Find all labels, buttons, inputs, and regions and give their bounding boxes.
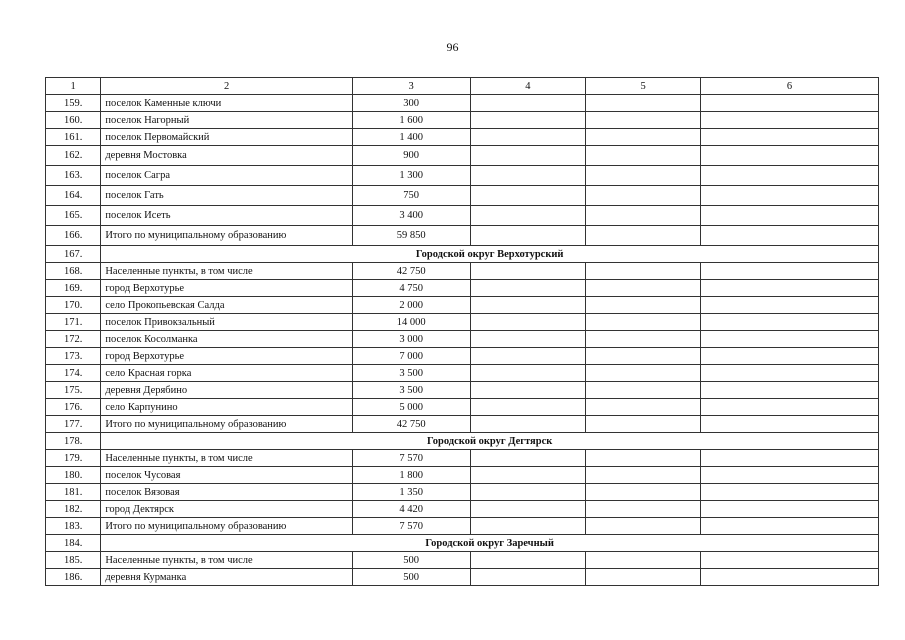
row-number: 175.: [46, 382, 101, 399]
empty-cell: [700, 297, 878, 314]
empty-cell: [586, 95, 701, 112]
empty-cell: [470, 263, 586, 280]
table-row: [46, 331, 879, 348]
empty-cell: [700, 280, 878, 297]
empty-cell: [470, 416, 586, 433]
settlement-name: город Дектярск: [101, 501, 353, 518]
empty-cell: [586, 129, 701, 146]
empty-cell: [700, 399, 878, 416]
empty-cell: [586, 450, 701, 467]
empty-cell: [586, 314, 701, 331]
empty-cell: [470, 280, 586, 297]
table-row: [46, 112, 879, 129]
settlement-value: 2 000: [352, 297, 470, 314]
empty-cell: [700, 146, 878, 166]
table-row: [46, 297, 879, 314]
settlement-name: поселок Нагорный: [101, 112, 353, 129]
row-number: 169.: [46, 280, 101, 297]
empty-cell: [586, 365, 701, 382]
settlement-name: поселок Сагра: [101, 166, 353, 186]
settlement-value: 3 500: [352, 382, 470, 399]
empty-cell: [470, 467, 586, 484]
empty-cell: [700, 552, 878, 569]
settlement-value: 4 750: [352, 280, 470, 297]
row-number: 181.: [46, 484, 101, 501]
settlement-name: поселок Каменные ключи: [101, 95, 353, 112]
settlement-value: 4 420: [352, 501, 470, 518]
settlement-name: деревня Мостовка: [101, 146, 353, 166]
empty-cell: [586, 206, 701, 226]
empty-cell: [700, 518, 878, 535]
settlement-value: 1 300: [352, 166, 470, 186]
settlement-value: 3 000: [352, 331, 470, 348]
settlement-name: село Прокопьевская Салда: [101, 297, 353, 314]
section-title: Городской округ Заречный: [101, 535, 879, 552]
settlement-value: 1 600: [352, 112, 470, 129]
table-row: [46, 365, 879, 382]
empty-cell: [470, 314, 586, 331]
empty-cell: [586, 166, 701, 186]
table-row: [46, 129, 879, 146]
settlement-name: поселок Вязовая: [101, 484, 353, 501]
section-row: [46, 535, 879, 552]
table-row: [46, 382, 879, 399]
settlement-value: 750: [352, 186, 470, 206]
empty-cell: [700, 129, 878, 146]
row-number: 170.: [46, 297, 101, 314]
row-number: 182.: [46, 501, 101, 518]
row-number: 160.: [46, 112, 101, 129]
table-row: [46, 146, 879, 166]
row-number: 174.: [46, 365, 101, 382]
empty-cell: [586, 569, 701, 586]
empty-cell: [700, 263, 878, 280]
table-row: [46, 206, 879, 226]
empty-cell: [470, 348, 586, 365]
empty-cell: [700, 226, 878, 246]
settlement-value: 59 850: [352, 226, 470, 246]
row-number: 171.: [46, 314, 101, 331]
row-number: 163.: [46, 166, 101, 186]
settlement-value: 1 350: [352, 484, 470, 501]
empty-cell: [586, 263, 701, 280]
table-row: [46, 95, 879, 112]
empty-cell: [470, 206, 586, 226]
empty-cell: [700, 314, 878, 331]
table-row: [46, 166, 879, 186]
header-row: [46, 78, 879, 95]
empty-cell: [586, 552, 701, 569]
empty-cell: [700, 365, 878, 382]
settlement-name: поселок Первомайский: [101, 129, 353, 146]
empty-cell: [470, 450, 586, 467]
table-row: [46, 348, 879, 365]
empty-cell: [470, 297, 586, 314]
empty-cell: [700, 348, 878, 365]
settlement-name: город Верхотурье: [101, 280, 353, 297]
settlement-value: 7 000: [352, 348, 470, 365]
table-row: [46, 518, 879, 535]
settlement-value: 3 400: [352, 206, 470, 226]
settlement-value: 500: [352, 569, 470, 586]
empty-cell: [470, 518, 586, 535]
row-number: 173.: [46, 348, 101, 365]
empty-cell: [586, 467, 701, 484]
empty-cell: [586, 382, 701, 399]
settlement-name: Населенные пункты, в том числе: [101, 552, 353, 569]
empty-cell: [470, 331, 586, 348]
settlement-value: 5 000: [352, 399, 470, 416]
empty-cell: [586, 146, 701, 166]
table-row: [46, 450, 879, 467]
section-title: Городской округ Дегтярск: [101, 433, 879, 450]
row-number: 164.: [46, 186, 101, 206]
table-row: [46, 552, 879, 569]
empty-cell: [700, 186, 878, 206]
settlement-value: 300: [352, 95, 470, 112]
empty-cell: [700, 331, 878, 348]
empty-cell: [700, 450, 878, 467]
section-row: [46, 246, 879, 263]
empty-cell: [700, 382, 878, 399]
settlement-value: 42 750: [352, 416, 470, 433]
settlement-name: поселок Гать: [101, 186, 353, 206]
table-row: [46, 501, 879, 518]
settlement-value: 1 800: [352, 467, 470, 484]
table-row: [46, 280, 879, 297]
row-number: 165.: [46, 206, 101, 226]
empty-cell: [470, 146, 586, 166]
empty-cell: [700, 501, 878, 518]
empty-cell: [586, 297, 701, 314]
empty-cell: [586, 484, 701, 501]
row-number: 185.: [46, 552, 101, 569]
empty-cell: [586, 518, 701, 535]
header-cell: 3: [352, 78, 470, 95]
empty-cell: [470, 166, 586, 186]
row-number: 184.: [46, 535, 101, 552]
empty-cell: [700, 569, 878, 586]
settlement-value: 14 000: [352, 314, 470, 331]
settlement-name: Населенные пункты, в том числе: [101, 263, 353, 280]
table-row: [46, 416, 879, 433]
settlements-table: [45, 77, 879, 586]
settlement-name: поселок Исеть: [101, 206, 353, 226]
empty-cell: [700, 95, 878, 112]
empty-cell: [586, 280, 701, 297]
settlement-name: село Карпунино: [101, 399, 353, 416]
empty-cell: [700, 112, 878, 129]
row-number: 161.: [46, 129, 101, 146]
table-row: [46, 399, 879, 416]
settlement-name: деревня Дерябино: [101, 382, 353, 399]
empty-cell: [470, 501, 586, 518]
row-number: 166.: [46, 226, 101, 246]
empty-cell: [470, 484, 586, 501]
empty-cell: [586, 331, 701, 348]
row-number: 159.: [46, 95, 101, 112]
empty-cell: [470, 399, 586, 416]
empty-cell: [470, 186, 586, 206]
settlement-name: поселок Косолманка: [101, 331, 353, 348]
header-cell: 1: [46, 78, 101, 95]
settlement-value: 42 750: [352, 263, 470, 280]
empty-cell: [470, 382, 586, 399]
table-row: [46, 569, 879, 586]
row-number: 179.: [46, 450, 101, 467]
table-row: [46, 263, 879, 280]
row-number: 172.: [46, 331, 101, 348]
page-number: 96: [446, 40, 459, 54]
empty-cell: [470, 226, 586, 246]
empty-cell: [586, 416, 701, 433]
header-cell: 6: [700, 78, 878, 95]
row-number: 168.: [46, 263, 101, 280]
row-number: 186.: [46, 569, 101, 586]
header-cell: 4: [470, 78, 586, 95]
row-number: 167.: [46, 246, 101, 263]
row-number: 162.: [46, 146, 101, 166]
settlement-value: 7 570: [352, 518, 470, 535]
empty-cell: [470, 129, 586, 146]
settlement-name: город Верхотурье: [101, 348, 353, 365]
empty-cell: [700, 484, 878, 501]
settlement-value: 900: [352, 146, 470, 166]
settlement-name: Итого по муниципальному образованию: [101, 518, 353, 535]
settlement-value: 500: [352, 552, 470, 569]
settlement-name: село Красная горка: [101, 365, 353, 382]
empty-cell: [586, 112, 701, 129]
table-row: [46, 186, 879, 206]
settlement-name: поселок Чусовая: [101, 467, 353, 484]
empty-cell: [470, 365, 586, 382]
row-number: 177.: [46, 416, 101, 433]
empty-cell: [470, 112, 586, 129]
empty-cell: [470, 552, 586, 569]
settlement-name: деревня Курманка: [101, 569, 353, 586]
row-number: 180.: [46, 467, 101, 484]
empty-cell: [470, 95, 586, 112]
empty-cell: [700, 467, 878, 484]
row-number: 176.: [46, 399, 101, 416]
empty-cell: [700, 416, 878, 433]
empty-cell: [586, 226, 701, 246]
empty-cell: [470, 569, 586, 586]
row-number: 183.: [46, 518, 101, 535]
header-cell: 2: [101, 78, 353, 95]
settlement-name: Итого по муниципальному образованию: [101, 226, 353, 246]
settlement-value: 1 400: [352, 129, 470, 146]
settlement-value: 7 570: [352, 450, 470, 467]
table-row: [46, 314, 879, 331]
settlement-value: 3 500: [352, 365, 470, 382]
table-row: [46, 467, 879, 484]
row-number: 178.: [46, 433, 101, 450]
header-cell: 5: [586, 78, 701, 95]
table-row: [46, 226, 879, 246]
empty-cell: [700, 166, 878, 186]
settlement-name: Населенные пункты, в том числе: [101, 450, 353, 467]
empty-cell: [586, 186, 701, 206]
empty-cell: [586, 501, 701, 518]
settlement-name: поселок Привокзальный: [101, 314, 353, 331]
section-row: [46, 433, 879, 450]
table-row: [46, 484, 879, 501]
section-title: Городской округ Верхотурский: [101, 246, 879, 263]
empty-cell: [586, 348, 701, 365]
settlement-name: Итого по муниципальному образованию: [101, 416, 353, 433]
empty-cell: [700, 206, 878, 226]
empty-cell: [586, 399, 701, 416]
